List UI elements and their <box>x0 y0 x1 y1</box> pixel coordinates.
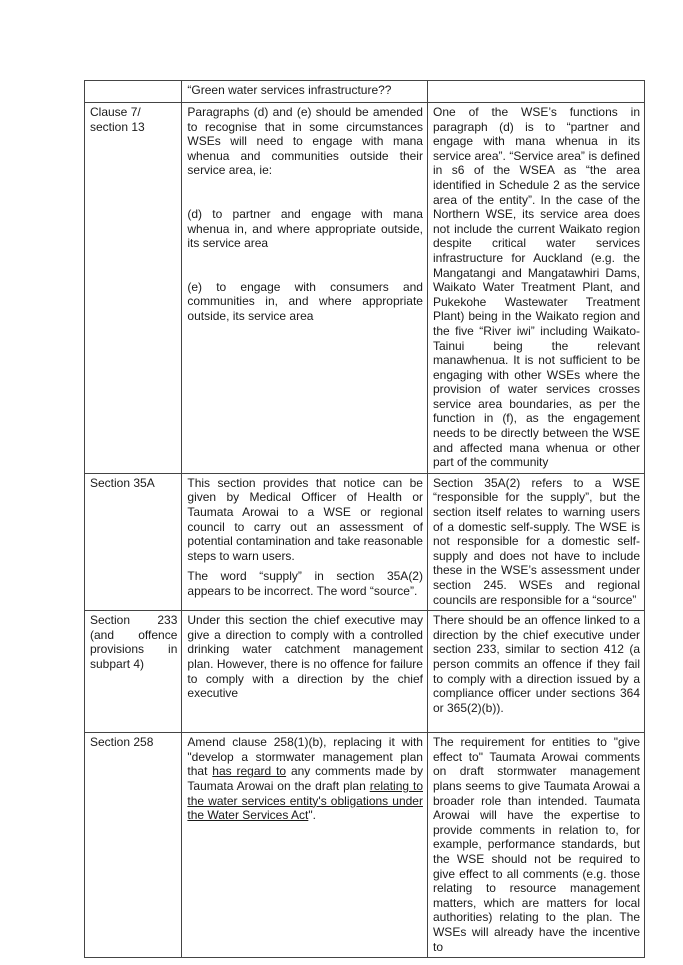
section-cell: Clause 7/ section 13 <box>85 103 182 474</box>
comment-cell <box>427 81 644 103</box>
issue-text: any comments made by Taumata Arowai on the draft plan <box>187 764 423 793</box>
comment-cell: One of the WSE’s functions in paragraph (d) is to “partner and engage with mana whenua in its service area”. “Service area” is defined in s6 of the WSEA as “the area identified in Schedule 2 as the service area of the entity”. In the case of the Northern WSE, its service area does not include the current Waikato region despite critical water services infrastructure for Auckland (e.g. the Mangatangi and Mangatawhiri Dams, Waikato Water Treatment Plant, and Pukekohe Wastewater Treatment Plant) being in the Waikato region and the five “River iwi” including Waikato-Tainui being the relevant manawhenua. It is not sufficient to be engaging with other WSEs where the provision of water services crosses service area boundaries, as per the function in (f), as the engagement needs to be directly between the WSE and affected mana whenua or other part of the community <box>427 103 644 474</box>
table-row <box>85 473 645 610</box>
table-row <box>85 81 645 103</box>
issue-cell: Under this section the chief executive may give a direction to comply with a controlled drinking water catchment management plan. However, there is no offence for failure to comply with a direction by the chief executive <box>182 611 428 733</box>
comment-cell: There should be an offence linked to a direction by the chief executive under section 233, similar to section 412 (a person commits an offence if they fail to comply with a direction issued by a compliance officer under sections 364 or 365(2)(b)). <box>427 611 644 733</box>
underlined-text: relating to the water services entity's obligations under the Water Services Act <box>187 778 423 823</box>
comment-cell: Section 35A(2) refers to a WSE “responsible for the supply”, but the section itself relates to warning users of a domestic self-supply. The WSE is not responsible for a domestic self-supply and does not have to include these in the WSE’s assessment under section 245. WSEs and regional councils are responsible for a “source” <box>427 473 644 610</box>
issue-cell: “Green water services infrastructure?? <box>182 81 428 103</box>
issue-paragraph: (e) to engage with consumers and communities in, and where appropriate outside, its service area <box>187 279 423 323</box>
issue-paragraph: (d) to partner and engage with mana whenua in, and where appropriate outside, its service area <box>187 206 423 251</box>
issue-text: Amend clause 258(1)(b), replacing it with "develop a stormwater management plan that <box>187 735 423 779</box>
underlined-text: has regard to <box>212 764 287 779</box>
section-cell: Section 258 <box>85 733 182 958</box>
issue-cell <box>182 473 428 610</box>
issue-paragraph: Paragraphs (d) and (e) should be amended to recognise that in some circumstances WSEs will need to engage with mana whenua and communities outside their service area, ie: <box>187 105 423 178</box>
issue-text: ". <box>308 808 316 823</box>
section-cell <box>85 81 182 103</box>
section-cell: Section 35A <box>85 473 182 610</box>
section-cell: Section 233 (and offence provisions in subpart 4) <box>85 611 182 733</box>
issue-paragraph: The word “supply” in section 35A(2) appears to be incorrect. The word “source”. <box>187 569 423 598</box>
table-row <box>85 103 645 474</box>
issue-cell <box>182 733 428 958</box>
issue-cell <box>182 103 428 474</box>
table-row <box>85 733 645 958</box>
submission-table <box>84 80 645 958</box>
issue-paragraph: This section provides that notice can be given by Medical Officer of Health or Taumata Arowai to a WSE or regional council to carry out an assessment of potential contamination and take reasonable steps to warn users. <box>187 475 423 563</box>
table-row <box>85 611 645 733</box>
comment-cell: The requirement for entities to "give effect to" Taumata Arowai comments on draft stormwater management plans seems to give Taumata Arowai a broader role than intended. Taumata Arowai will have the expertise to provide comments in relation to, for example, performance standards, but the WSE should not be required to give effect to all comments (e.g. those relating to resource management matters, which are matters for local authorities) relating to the plan. The WSEs will already have the incentive to <box>427 733 644 958</box>
